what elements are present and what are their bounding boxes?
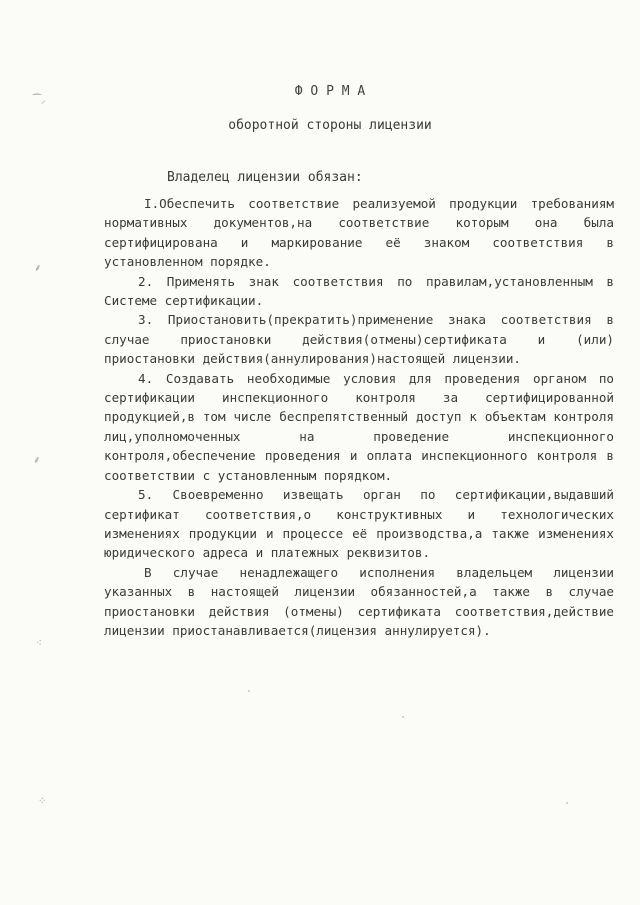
intro-line: Владелец лицензии обязан: — [167, 170, 363, 185]
obligation-paragraph-3: 3. Приостановить(прекратить)применение знака соответствия в случае приостановки действия(отмены)сертификата и (или) приостановки действия(аннулирования)настоящей лицензии. — [104, 312, 614, 367]
obligation-paragraph-2: 2. Применять знак соответствия по правилам,установленным в Системе сертификации. — [104, 273, 614, 309]
obligation-paragraph-1: I.Обеспечить соответствие реализуемой продукции требованиям нормативных документов,на соответствие которым она была сертифицирована и маркирование её знаком соответствия в установленном порядке. — [104, 196, 614, 270]
form-title: Ф О Р М А — [294, 84, 366, 99]
scan-speck — [402, 716, 404, 718]
margin-scan-mark: ⸙ — [34, 263, 42, 274]
scan-speck — [566, 802, 568, 804]
license-obligations-text — [104, 194, 614, 640]
closing-paragraph: В случае ненадлежащего исполнения владельцем лицензии указанных в настоящей лицензии обязанностей,а также в случае приостановки действия (отмены) сертификата соответствия,действие лицензии приостанавливается(лицензия аннулируется). — [104, 564, 614, 638]
obligation-paragraph-5: 5. Своевременно извещать орган по сертификации,выдавший сертификат соответствия,о конструктивных и технологических изменениях продукции и процессе её производства,а также изменениях юридического адреса и платежных реквизитов. — [104, 487, 614, 561]
form-subtitle: оборотной стороны лицензии — [228, 118, 432, 133]
scan-speck — [248, 690, 250, 692]
margin-scan-mark: ⁖ — [36, 638, 42, 649]
margin-scan-mark: ⸙ — [33, 455, 41, 466]
margin-scan-mark: ⁀⸝ — [33, 95, 47, 106]
obligation-paragraph-4: 4. Создавать необходимые условия для проведения органом по сертификации инспекционного контроля за сертифицированной продукцией,в том числе беспрепятственный доступ к объектам контроля лиц,уполномоченных на проведение инспекционного контроля,обеспечение проведения и оплата инспекционного контроля в соответствии с установленным порядком. — [104, 370, 614, 483]
margin-scan-mark: ⁘ — [38, 796, 47, 807]
